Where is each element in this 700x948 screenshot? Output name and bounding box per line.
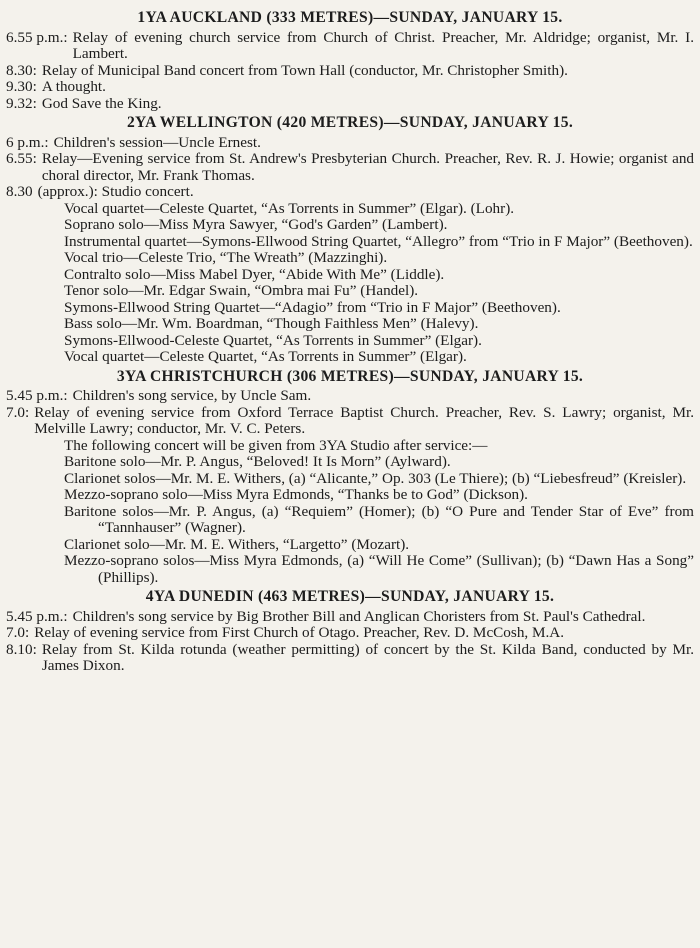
concert-item: Vocal quartet—Celeste Quartet, “As Torrents in Summer” (Elgar). [64, 348, 467, 365]
program-time: 9.30: [6, 78, 37, 95]
program-entry [6, 135, 694, 152]
concert-item: Mezzo-soprano solos—Miss Myra Edmonds, (a) “Will He Come” (Sullivan); (b) “Dawn Has a Song” (Phillips). [64, 552, 694, 586]
concert-item: Mezzo-soprano solo—Miss Myra Edmonds, “Thanks be to God” (Dickson). [64, 486, 528, 503]
program-text: A thought. [41, 78, 106, 95]
program-time: 8.10: [6, 640, 37, 658]
program-entry [6, 184, 694, 201]
program-time: 6 p.m.: [6, 133, 49, 151]
station-section-2ya [6, 115, 694, 366]
program-text: Relay—Evening service from St. Andrew's Presbyterian Church. Preacher, Rev. R. J. Howie; organist and choral director, Mr. Frank Thomas. [41, 150, 694, 184]
concert-item: Baritone solos—Mr. P. Angus, (a) “Requiem” (Homer); (b) “O Pure and Tender Star of Eve” from “Tannhauser” (Wagner). [64, 502, 694, 536]
program-text: Relay from St. Kilda rotunda (weather permitting) of concert by the St. Kilda Band, conducted by Mr. James Dixon. [41, 640, 694, 674]
program-time: 7.0: [6, 624, 30, 641]
program-entry [6, 63, 694, 80]
program-entry [6, 388, 694, 405]
program-time: 9.32: [6, 94, 37, 112]
program-entry [6, 151, 694, 184]
concert-item: Baritone solo—Mr. P. Angus, “Beloved! It Is Morn” (Aylward). [64, 453, 451, 470]
concert-item: Symons-Ellwood String Quartet—“Adagio” from “Trio in F Major” (Beethoven). [64, 298, 561, 316]
concert-item: Vocal trio—Celeste Trio, “The Wreath” (Mazzinghi). [64, 249, 388, 266]
concert-item: Symons-Ellwood-Celeste Quartet, “As Torrents in Summer” (Elgar). [64, 331, 482, 349]
station-section-1ya [6, 10, 694, 112]
station-header: 3YA CHRISTCHURCH (306 METRES)—SUNDAY, JANUARY 15. [116, 367, 584, 385]
concert-item: Bass solo—Mr. Wm. Boardman, “Though Faithless Men” (Halevy). [64, 315, 479, 332]
program-entry [6, 96, 694, 113]
program-text: Children's song service by Big Brother Bill and Anglican Choristers from St. Paul's Cathedral. [72, 607, 646, 625]
concert-item: Soprano solo—Miss Myra Sawyer, “God's Garden” (Lambert). [64, 216, 448, 233]
concert-item: Vocal quartet—Celeste Quartet, “As Torrents in Summer” (Elgar). (Lohr). [64, 199, 515, 217]
program-text: Relay of evening church service from Church of Christ. Preacher, Mr. Aldridge; organist, Mr. I. Lambert. [72, 28, 694, 62]
program-text: (approx.): Studio concert. [37, 183, 194, 200]
station-section-3ya [6, 369, 694, 587]
program-entry [6, 79, 694, 96]
concert-item: Clarionet solo—Mr. M. E. Withers, “Largetto” (Mozart). [64, 535, 410, 553]
program-time: 8.30 [6, 183, 33, 200]
program-text: Relay of evening service from First Church of Otago. Preacher, Rev. D. McCosh, M.A. [34, 624, 565, 641]
program-time: 5.45 p.m.: [6, 387, 68, 404]
program-entry [6, 625, 694, 642]
program-text: Relay of evening service from Oxford Terrace Baptist Church. Preacher, Rev. S. Lawry; organist, Mr. Melville Lawry; conductor, Mr. V. C. Peters. [34, 403, 694, 437]
program-entry [6, 642, 694, 675]
program-text: Children's song service, by Uncle Sam. [72, 387, 312, 404]
concert-item: Contralto solo—Miss Mabel Dyer, “Abide With Me” (Liddle). [64, 265, 445, 283]
program-time: 8.30: [6, 61, 37, 79]
program-time: 6.55: [6, 150, 37, 167]
station-header: 4YA DUNEDIN (463 METRES)—SUNDAY, JANUARY 15. [145, 588, 555, 605]
program-time: 5.45 p.m.: [6, 607, 68, 625]
program-text: God Save the King. [41, 94, 162, 112]
station-header: 2YA WELLINGTON (420 METRES)—SUNDAY, JANUARY 15. [126, 114, 574, 131]
concert-item: Instrumental quartet—Symons-Ellwood String Quartet, “Allegro” from “Trio in F Major” (Beethoven). [64, 232, 693, 250]
program-time: 7.0: [6, 403, 30, 421]
station-section-4ya [6, 589, 694, 675]
program-text: Children's session—Uncle Ernest. [53, 133, 261, 151]
concert-item: The following concert will be given from 3YA Studio after service:— [64, 436, 488, 454]
program-entry [6, 609, 694, 626]
program-time: 6.55 p.m.: [6, 28, 68, 46]
concert-item: Clarionet solos—Mr. M. E. Withers, (a) “Alicante,” Op. 303 (Le Thiere); (b) “Liebesfreud” (Kreisler). [64, 469, 687, 487]
concert-item: Tenor solo—Mr. Edgar Swain, “Ombra mai Fu” (Handel). [64, 282, 419, 299]
program-entry [6, 30, 694, 63]
station-header: 1YA AUCKLAND (333 METRES)—SUNDAY, JANUARY 15. [137, 9, 563, 26]
program-entry [6, 405, 694, 438]
program-text: Relay of Municipal Band concert from Town Hall (conductor, Mr. Christopher Smith). [41, 61, 568, 79]
